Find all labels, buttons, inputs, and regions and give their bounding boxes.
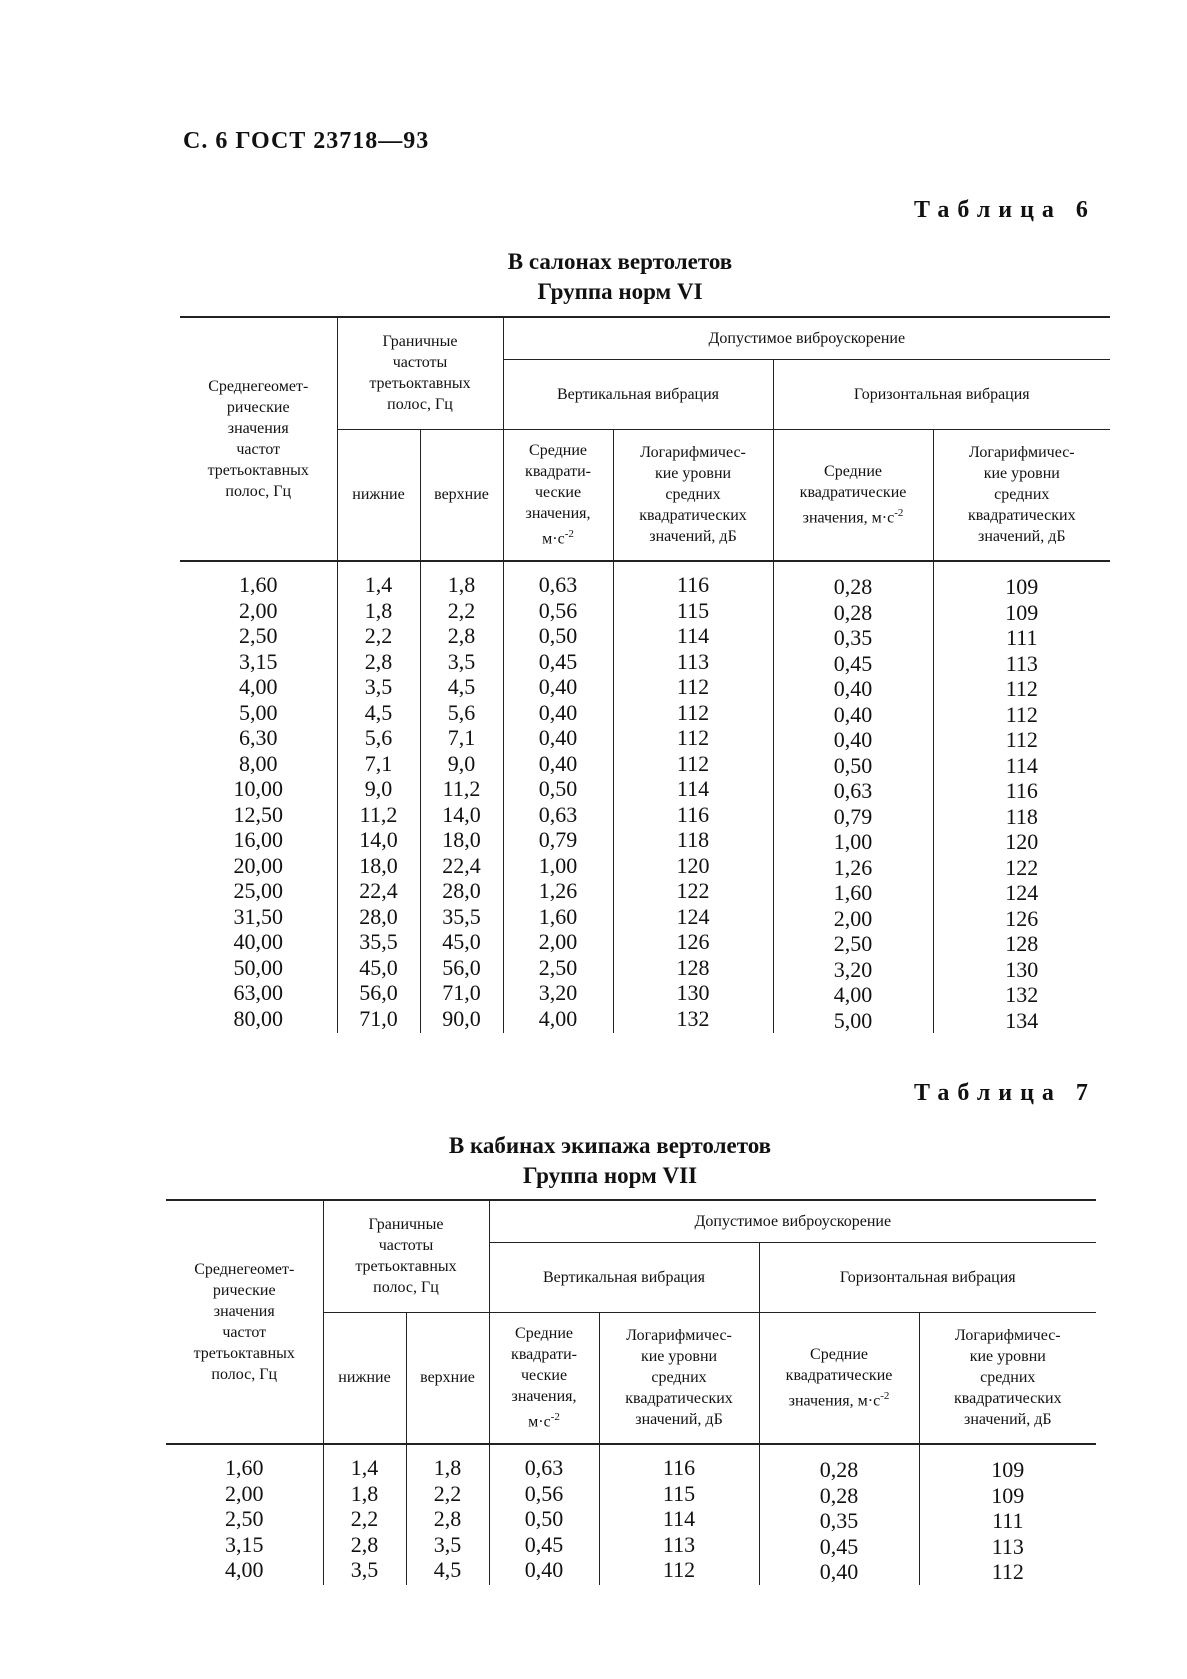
cell-value: 0,40 — [819, 1559, 859, 1584]
cell-value: 116 — [1005, 778, 1038, 803]
cell-value: 22,4 — [442, 852, 481, 878]
cell-value: 126 — [1005, 905, 1039, 931]
cell-value: 120 — [676, 852, 710, 878]
cell-value: 109 — [991, 1457, 1025, 1482]
cell-value: 112 — [676, 674, 710, 699]
col-h-db — [933, 561, 1110, 1033]
cell-value: 1,8 — [350, 1480, 379, 1506]
cell-value: 2,50 — [833, 931, 873, 956]
cell-value: 0,50 — [524, 1506, 564, 1531]
cell-value: 130 — [1005, 956, 1039, 982]
header-log-vertical: Логарифмичес- кие уровни средних квадратических значений, дБ — [599, 1312, 759, 1444]
cell-value: 3,5 — [364, 674, 393, 699]
header-permissible: Допустимое виброускорение — [503, 317, 1110, 359]
cell-value: 20,00 — [233, 852, 283, 878]
header-boundary: Граничные частоты третьоктавных полос, Гц — [323, 1200, 489, 1312]
col-freq — [180, 561, 337, 1033]
cell-value: 3,5 — [350, 1557, 379, 1582]
rms-unit: м·с — [542, 530, 565, 548]
cell-value: 0,50 — [833, 752, 873, 778]
cell-value: 2,00 — [833, 905, 873, 931]
cell-value: 122 — [676, 878, 710, 903]
cell-value: 132 — [1005, 982, 1039, 1007]
cell-value: 2,00 — [239, 597, 278, 623]
cell-value: 116 — [676, 572, 710, 597]
cell-value: 120 — [1005, 829, 1039, 854]
table7 — [166, 1199, 1096, 1585]
header-rms-horizontal — [773, 429, 933, 561]
cell-value: 116 — [662, 1455, 696, 1480]
cell-value: 0,45 — [538, 648, 578, 674]
cell-value: 5,6 — [364, 725, 393, 750]
cell-value: 18,0 — [442, 827, 481, 852]
col-freq — [166, 1444, 323, 1585]
header-upper: верхние — [406, 1312, 489, 1444]
header-rms-vertical — [503, 429, 613, 561]
cell-value: 12,50 — [233, 801, 283, 827]
cell-value: 112 — [1005, 727, 1038, 752]
col-upper — [420, 561, 503, 1033]
cell-value: 1,8 — [447, 572, 476, 597]
cell-value: 111 — [992, 1508, 1024, 1533]
cell-value: 2,2 — [364, 623, 393, 648]
cell-value: 35,5 — [359, 929, 398, 954]
col-v-rms — [503, 561, 613, 1033]
cell-value: 114 — [662, 1506, 696, 1531]
cell-value: 3,5 — [433, 1531, 462, 1557]
cell-value: 1,26 — [833, 854, 873, 880]
cell-value: 4,5 — [364, 699, 393, 725]
cell-value: 22,4 — [359, 878, 398, 903]
cell-value: 0,40 — [538, 674, 578, 699]
cell-value: 112 — [1005, 701, 1038, 727]
cell-value: 0,56 — [524, 1480, 564, 1506]
cell-value: 0,40 — [524, 1557, 564, 1582]
cell-value: 128 — [1005, 931, 1039, 956]
cell-value: 112 — [676, 750, 710, 776]
rms-vertical-text: Средние квадрати- ческие значения, — [511, 1325, 577, 1406]
cell-value: 2,50 — [538, 954, 578, 980]
cell-value: 2,2 — [433, 1480, 462, 1506]
cell-value: 90,0 — [442, 1005, 481, 1031]
cell-value: 2,2 — [447, 597, 476, 623]
cell-value: 4,00 — [239, 674, 278, 699]
cell-value: 56,0 — [442, 954, 481, 980]
header-vertical: Вертикальная вибрация — [489, 1242, 759, 1312]
cell-value: 0,40 — [538, 750, 578, 776]
cell-value: 0,45 — [819, 1533, 859, 1559]
table6-title — [430, 247, 810, 307]
cell-value: 128 — [676, 954, 710, 980]
cell-value: 0,40 — [833, 727, 873, 752]
cell-value: 2,2 — [350, 1506, 379, 1531]
cell-value: 2,50 — [239, 623, 278, 648]
header-lower: нижние — [337, 429, 420, 561]
cell-value: 0,45 — [524, 1531, 564, 1557]
cell-value: 3,15 — [225, 1531, 264, 1557]
cell-value: 14,0 — [359, 827, 398, 852]
col-h-db — [919, 1444, 1096, 1585]
rms-unit: м·с — [528, 1413, 551, 1431]
table7-label: Таблица 7 — [914, 1080, 1096, 1106]
cell-value: 0,35 — [819, 1508, 859, 1533]
rms-unit-exp: -2 — [894, 507, 904, 520]
header-boundary: Граничные частоты третьоктавных полос, Гц — [337, 317, 503, 429]
cell-value: 2,8 — [350, 1531, 379, 1557]
cell-value: 112 — [1005, 676, 1038, 701]
table6-label: Таблица 6 — [914, 197, 1096, 223]
cell-value: 0,28 — [819, 1457, 859, 1482]
cell-value: 4,00 — [225, 1557, 264, 1582]
cell-value: 113 — [1005, 650, 1038, 676]
header-upper: верхние — [420, 429, 503, 561]
cell-value: 11,2 — [359, 801, 398, 827]
cell-value: 113 — [662, 1531, 696, 1557]
cell-value: 9,0 — [364, 776, 393, 801]
cell-value: 1,60 — [538, 903, 578, 929]
cell-value: 112 — [662, 1557, 696, 1582]
cell-value: 18,0 — [359, 852, 398, 878]
cell-value: 0,40 — [833, 676, 873, 701]
cell-value: 1,60 — [833, 880, 873, 905]
cell-value: 8,00 — [239, 750, 278, 776]
cell-value: 122 — [1005, 854, 1039, 880]
cell-value: 0,50 — [538, 623, 578, 648]
cell-value: 130 — [676, 980, 710, 1005]
cell-value: 0,28 — [833, 574, 873, 599]
cell-value: 0,28 — [833, 599, 873, 625]
table6 — [180, 316, 1110, 1033]
header-log-horizontal: Логарифмичес- кие уровни средних квадратических значений, дБ — [933, 429, 1110, 561]
cell-value: 115 — [662, 1480, 696, 1506]
cell-value: 1,60 — [239, 572, 278, 597]
cell-value: 3,15 — [239, 648, 278, 674]
cell-value: 16,00 — [233, 827, 283, 852]
header-rms-horizontal — [759, 1312, 919, 1444]
header-vertical: Вертикальная вибрация — [503, 359, 773, 429]
cell-value: 0,79 — [833, 803, 873, 829]
col-v-rms — [489, 1444, 599, 1585]
cell-value: 2,50 — [225, 1506, 264, 1531]
rms-vertical-text: Средние квадрати- ческие значения, — [525, 442, 591, 523]
cell-value: 25,00 — [233, 878, 283, 903]
col-upper — [406, 1444, 489, 1585]
cell-value: 1,26 — [538, 878, 578, 903]
cell-value: 132 — [676, 1005, 710, 1031]
col-v-db — [613, 561, 773, 1033]
table-body — [166, 1444, 1096, 1585]
table7-title — [400, 1131, 820, 1191]
cell-value: 0,35 — [833, 625, 873, 650]
header-rms-vertical — [489, 1312, 599, 1444]
cell-value: 50,00 — [233, 954, 283, 980]
cell-value: 124 — [1005, 880, 1039, 905]
cell-value: 56,0 — [359, 980, 398, 1005]
cell-value: 0,63 — [538, 801, 578, 827]
cell-value: 7,1 — [364, 750, 393, 776]
header-lower: нижние — [323, 1312, 406, 1444]
table7-title-line1: В кабинах экипажа вертолетов — [448, 1133, 772, 1158]
cell-value: 113 — [676, 648, 710, 674]
table6-title-line1: В салонах вертолетов — [507, 249, 733, 274]
cell-value: 5,00 — [833, 1007, 873, 1033]
cell-value: 45,0 — [359, 954, 398, 980]
cell-value: 3,20 — [833, 956, 873, 982]
cell-value: 4,00 — [538, 1005, 578, 1031]
cell-value: 112 — [991, 1559, 1024, 1584]
cell-value: 28,0 — [442, 878, 481, 903]
cell-value: 113 — [991, 1533, 1024, 1559]
cell-value: 0,45 — [833, 650, 873, 676]
cell-value: 109 — [1005, 599, 1039, 625]
cell-value: 1,8 — [433, 1455, 462, 1480]
cell-value: 0,63 — [538, 572, 578, 597]
rms-unit-exp: -2 — [564, 528, 574, 541]
cell-value: 0,50 — [538, 776, 578, 801]
header-permissible: Допустимое виброускорение — [489, 1200, 1096, 1242]
rms-unit: м·с — [857, 1392, 881, 1410]
cell-value: 10,00 — [233, 776, 283, 801]
cell-value: 4,5 — [447, 674, 476, 699]
rms-horizontal-text: Средние квадратические значения, — [799, 463, 907, 527]
cell-value: 1,60 — [225, 1455, 264, 1480]
cell-value: 71,0 — [359, 1005, 398, 1031]
header-freq-mean: Среднегеомет- рические значения частот третьоктавных полос, Гц — [166, 1200, 323, 1444]
cell-value: 3,5 — [447, 648, 476, 674]
table-body — [180, 561, 1110, 1033]
cell-value: 2,00 — [225, 1480, 264, 1506]
cell-value: 80,00 — [233, 1005, 283, 1031]
cell-value: 28,0 — [359, 903, 398, 929]
header-log-vertical: Логарифмичес- кие уровни средних квадратических значений, дБ — [613, 429, 773, 561]
cell-value: 1,8 — [364, 597, 393, 623]
cell-value: 0,63 — [524, 1455, 564, 1480]
col-v-db — [599, 1444, 759, 1585]
col-lower — [337, 561, 420, 1033]
header-freq-mean: Среднегеомет- рические значения частот третьоктавных полос, Гц — [180, 317, 337, 561]
cell-value: 4,00 — [833, 982, 873, 1007]
cell-value: 109 — [991, 1482, 1025, 1508]
cell-value: 2,8 — [433, 1506, 462, 1531]
rms-horizontal-text: Средние квадратические значения, — [785, 1346, 893, 1410]
rms-unit: м·с — [871, 509, 895, 527]
header-horizontal: Горизонтальная вибрация — [773, 359, 1110, 429]
cell-value: 0,40 — [833, 701, 873, 727]
cell-value: 0,40 — [538, 725, 578, 750]
cell-value: 0,79 — [538, 827, 578, 852]
cell-value: 0,63 — [833, 778, 873, 803]
table6-title-line2: Группа норм VI — [537, 279, 703, 304]
col-h-rms — [759, 1444, 919, 1585]
cell-value: 2,8 — [447, 623, 476, 648]
cell-value: 6,30 — [239, 725, 278, 750]
cell-value: 118 — [676, 827, 710, 852]
cell-value: 112 — [676, 725, 710, 750]
cell-value: 45,0 — [442, 929, 481, 954]
cell-value: 0,28 — [819, 1482, 859, 1508]
cell-value: 114 — [1005, 752, 1038, 778]
cell-value: 71,0 — [442, 980, 481, 1005]
cell-value: 5,00 — [239, 699, 278, 725]
cell-value: 124 — [676, 903, 710, 929]
cell-value: 1,00 — [538, 852, 578, 878]
cell-value: 63,00 — [233, 980, 283, 1005]
table7-title-line2: Группа норм VII — [522, 1163, 698, 1188]
cell-value: 114 — [676, 776, 710, 801]
cell-value: 2,8 — [364, 648, 393, 674]
cell-value: 0,56 — [538, 597, 578, 623]
cell-value: 3,20 — [538, 980, 578, 1005]
cell-value: 14,0 — [442, 801, 481, 827]
cell-value: 116 — [676, 801, 710, 827]
rms-unit-exp: -2 — [550, 1411, 560, 1424]
cell-value: 112 — [676, 699, 710, 725]
col-lower — [323, 1444, 406, 1585]
cell-value: 126 — [676, 929, 710, 954]
cell-value: 115 — [676, 597, 710, 623]
cell-value: 31,50 — [233, 903, 283, 929]
cell-value: 7,1 — [447, 725, 476, 750]
cell-value: 1,4 — [350, 1455, 379, 1480]
cell-value: 9,0 — [447, 750, 476, 776]
cell-value: 5,6 — [447, 699, 476, 725]
cell-value: 2,00 — [538, 929, 578, 954]
cell-value: 134 — [1005, 1007, 1039, 1033]
col-h-rms — [773, 561, 933, 1033]
rms-unit-exp: -2 — [880, 1390, 890, 1403]
cell-value: 118 — [1005, 803, 1038, 829]
header-log-horizontal: Логарифмичес- кие уровни средних квадратических значений, дБ — [919, 1312, 1096, 1444]
cell-value: 1,00 — [833, 829, 873, 854]
cell-value: 114 — [676, 623, 710, 648]
cell-value: 40,00 — [233, 929, 283, 954]
cell-value: 111 — [1006, 625, 1038, 650]
cell-value: 1,4 — [364, 572, 393, 597]
header-horizontal: Горизонтальная вибрация — [759, 1242, 1096, 1312]
page-header: С. 6 ГОСТ 23718—93 — [183, 128, 430, 154]
cell-value: 11,2 — [442, 776, 481, 801]
cell-value: 0,40 — [538, 699, 578, 725]
cell-value: 35,5 — [442, 903, 481, 929]
cell-value: 109 — [1005, 574, 1039, 599]
cell-value: 4,5 — [433, 1557, 462, 1582]
